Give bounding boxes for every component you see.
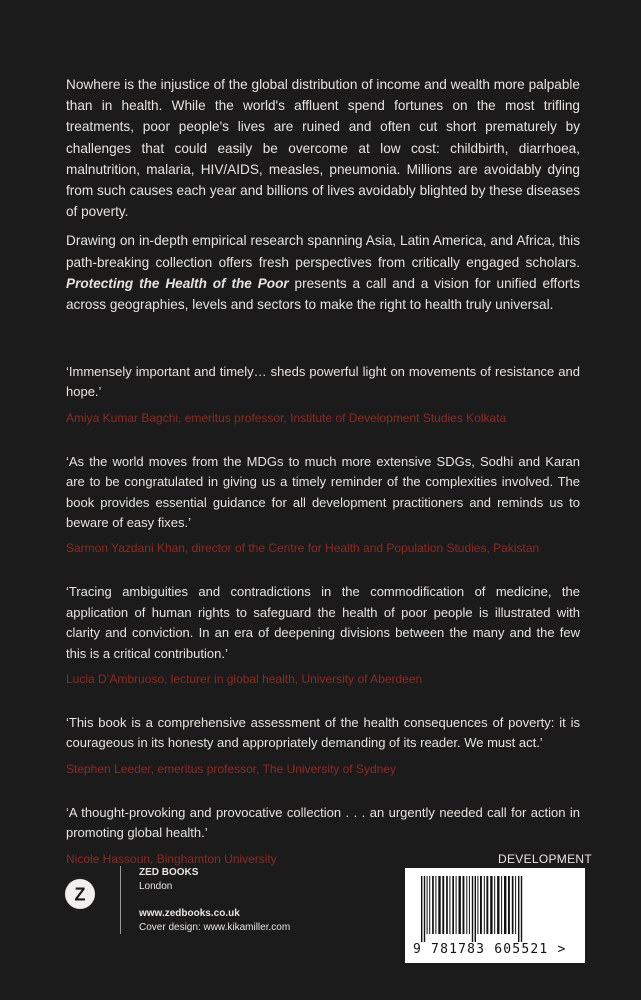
barcode-bar [480, 876, 482, 934]
endorsement-quote: ‘This book is a comprehensive assessment of the health consequences of poverty: it is courageous in its honesty and appropriately demanding of its reader. We must act.’ [66, 715, 580, 751]
isbn-number [413, 942, 583, 957]
barcode-bar [494, 876, 495, 934]
endorsement-attribution: Sarmon Yazdani Khan, director of the Centre for Health and Population Studies, Pakistan [66, 541, 540, 556]
endorsement-attribution: Stephen Leeder, emeritus professor, The University of Sydney [66, 761, 396, 776]
barcode-bar [521, 876, 522, 942]
category-label: DEVELOPMENT [498, 852, 592, 866]
barcode-bar [490, 876, 492, 934]
barcode-bar [449, 876, 450, 934]
barcode-bars [417, 876, 573, 942]
barcode-bar [484, 876, 485, 934]
barcode-bar [427, 876, 428, 934]
barcode-bar [463, 876, 465, 934]
isbn-digits: 9 781783 605521 [413, 942, 549, 957]
logo-letter: Z [74, 884, 86, 905]
publisher-info [120, 866, 290, 934]
publisher-city: London [139, 881, 173, 892]
endorsement-quote: ‘A thought-provoking and provocative collection . . . an urgently needed call for action in promoting global health.’ [66, 804, 580, 841]
barcode-bar [429, 876, 430, 934]
blurb-paragraph-2-start: Drawing on in-depth empirical research spanning Asia, Latin America, and Africa, this path-breaking collection offers fresh perspectives from critically engaged scholars. [66, 233, 580, 270]
barcode-bar [442, 876, 444, 934]
barcode-bar [486, 876, 488, 934]
blurb-paragraph-2-end: presents a call and a vision for unified efforts across geographies, levels and sectors to make the right to health truly universal. [66, 275, 580, 313]
isbn-marker: > [557, 942, 567, 957]
publisher-website: www.zedbooks.co.uk [139, 908, 240, 919]
endorsement [66, 452, 580, 557]
barcode-bar [424, 876, 425, 942]
book-title: Protecting the Health of the Poor [66, 275, 289, 291]
barcode-bar [518, 876, 519, 942]
barcode-bar [421, 876, 422, 942]
barcode-bar [475, 876, 476, 942]
barcode-bar [469, 876, 470, 934]
blurb [66, 74, 580, 323]
endorsement [66, 362, 580, 426]
blurb-paragraph-1: Nowhere is the injustice of the global distribution of income and wealth more palpable than in health. While the world's affluent spend fortunes on the most trifling treatments, poor people's lives are ruined and often cut short prematurely by challenges that could easily be overcome at low cost: childbirth, diarrhoea, malnutrition, malaria, HIV/AIDS, measles, pneumonia. Millions are avoidably dying from such causes each year and billions of lives avoidably blighted by these diseases of poverty. [66, 77, 580, 220]
barcode-bar [497, 876, 499, 934]
barcode-bar [501, 876, 502, 934]
cover-design-credit: Cover design: www.kikamiller.com [139, 922, 291, 933]
barcode-bar [508, 876, 510, 934]
publisher-name: ZED BOOKS [139, 867, 199, 878]
barcode-bar [456, 876, 457, 934]
endorsement-quote: ‘Tracing ambiguities and contradictions in the commodification of medicine, the application of human rights to safeguard the health of poor people is illustrated with clarity and conviction. In an era of deepening divisions between the many and the few this is a critical contribution.’ [66, 584, 580, 661]
endorsements [66, 362, 580, 893]
blurb-paragraph-2 [66, 230, 580, 315]
endorsement-attribution: Amiya Kumar Bagchi, emeritus professor, Institute of Development Studies Kolkata [66, 410, 507, 425]
barcode-bar [466, 876, 467, 934]
endorsement [66, 713, 580, 777]
barcode-bar [472, 876, 473, 942]
barcode-bar [438, 876, 440, 934]
barcode-bar [512, 876, 514, 934]
zed-books-logo-icon [64, 878, 96, 910]
barcode-bar [432, 876, 434, 934]
isbn-barcode [405, 868, 585, 963]
endorsement-quote: ‘Immensely important and timely… sheds powerful light on movements of resistance and hope.’ [66, 364, 580, 400]
barcode-bar [459, 876, 461, 934]
endorsement-attribution: Lucia D’Ambruoso, lecturer in global health, University of Aberdeen [66, 672, 423, 687]
endorsement-quote: ‘As the world moves from the MDGs to much more extensive SDGs, Sodhi and Karan are to be congratulated in giving us a timely reminder of the complexities involved. The book provides essential guidance for all development practitioners and reminds us to beware of easy fixes.’ [66, 453, 580, 531]
endorsement-attribution: Nicole Hassoun, Binghamton University [66, 851, 277, 866]
barcode-bar [446, 876, 448, 934]
barcode-bar [515, 876, 516, 934]
endorsement [66, 582, 580, 687]
barcode-bar [435, 876, 436, 934]
barcode-bar [477, 876, 478, 934]
barcode-bar [504, 876, 506, 934]
barcode-bar [452, 876, 454, 934]
